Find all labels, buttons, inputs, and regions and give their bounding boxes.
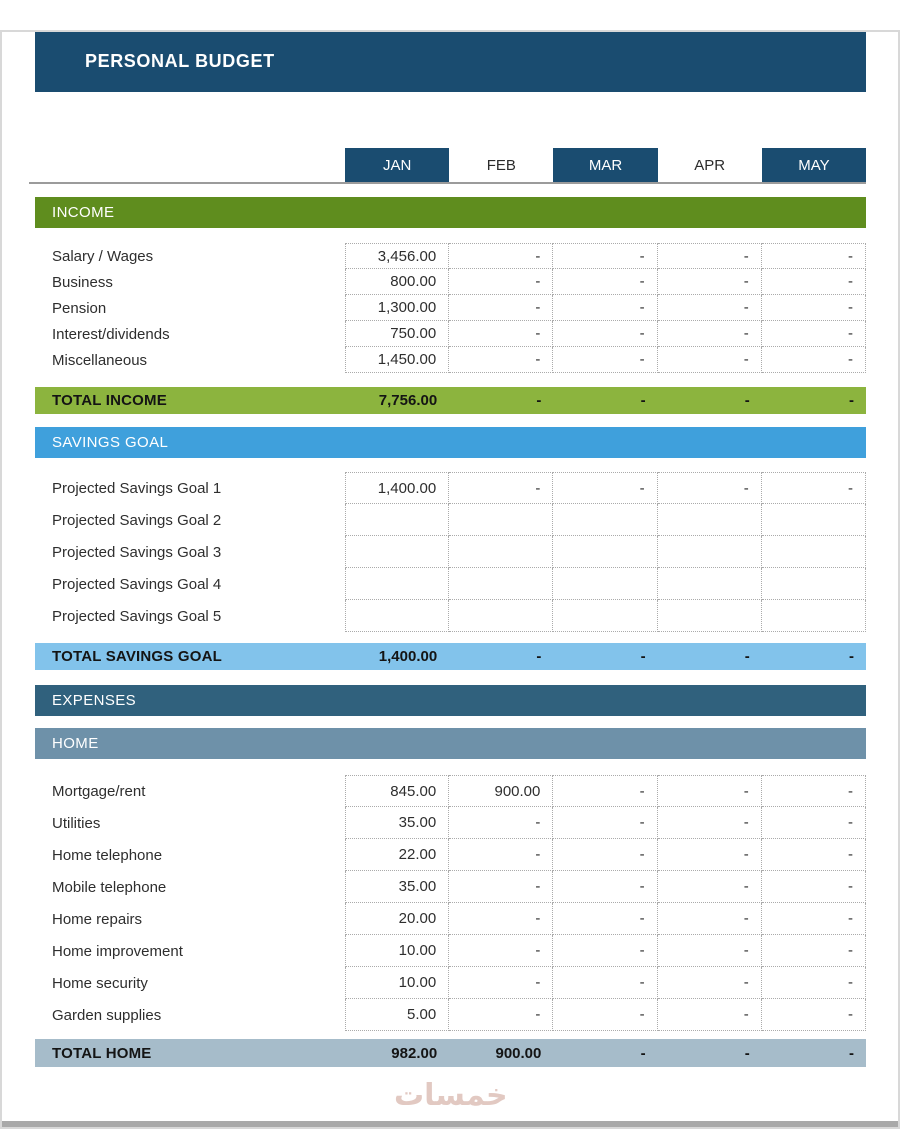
total-income-label: TOTAL INCOME xyxy=(52,392,167,409)
value-cell[interactable]: 800.00 xyxy=(345,269,449,295)
value-cell[interactable]: - xyxy=(449,871,553,903)
value-cell[interactable] xyxy=(345,600,449,632)
row-label-cell[interactable]: Garden supplies xyxy=(52,1006,162,1024)
value-cell[interactable]: - xyxy=(553,807,657,839)
value-cell[interactable] xyxy=(762,568,866,600)
budget-row xyxy=(35,935,866,967)
value-cell[interactable]: - xyxy=(553,295,657,321)
value-cell[interactable]: 900.00 xyxy=(449,775,553,807)
value-cell[interactable]: 3,456.00 xyxy=(345,243,449,269)
value-cell[interactable]: 750.00 xyxy=(345,321,449,347)
total-savings-goal-label: TOTAL SAVINGS GOAL xyxy=(52,648,222,665)
value-cell[interactable]: - xyxy=(449,999,553,1031)
value-cell[interactable]: - xyxy=(762,807,866,839)
month-header-row xyxy=(29,148,866,184)
value-cell[interactable]: 845.00 xyxy=(345,775,449,807)
total-home-feb[interactable]: 900.00 xyxy=(495,1044,542,1062)
total-home-label: TOTAL HOME xyxy=(52,1044,152,1062)
row-label-cell[interactable]: Mobile telephone xyxy=(52,878,167,896)
row-label-cell[interactable]: Home improvement xyxy=(52,942,183,960)
value-cell[interactable] xyxy=(762,504,866,536)
value-cell[interactable]: - xyxy=(762,839,866,871)
value-cell[interactable]: - xyxy=(762,871,866,903)
value-cell[interactable]: - xyxy=(762,321,866,347)
value-cell[interactable] xyxy=(762,600,866,632)
value-cell[interactable]: - xyxy=(762,347,866,373)
value-cell[interactable]: 20.00 xyxy=(345,903,449,935)
month-header-apr[interactable]: APR xyxy=(694,156,726,174)
value-cell[interactable]: - xyxy=(762,472,866,504)
value-cell[interactable]: - xyxy=(658,935,762,967)
value-cell[interactable]: - xyxy=(553,347,657,373)
row-label-cell[interactable]: Pension xyxy=(52,299,107,317)
total-income-mar[interactable]: - xyxy=(640,392,646,409)
income-rows xyxy=(35,243,866,373)
total-income-row xyxy=(35,387,866,414)
value-cell[interactable]: 1,400.00 xyxy=(345,472,449,504)
value-cell[interactable]: - xyxy=(449,935,553,967)
value-cell[interactable]: - xyxy=(658,807,762,839)
row-label-cell[interactable]: Mortgage/rent xyxy=(52,782,146,800)
value-cell[interactable]: - xyxy=(553,903,657,935)
row-label-cell[interactable]: Projected Savings Goal 3 xyxy=(52,543,222,561)
total-savings-apr[interactable]: - xyxy=(744,648,750,665)
value-cell[interactable]: - xyxy=(762,775,866,807)
value-cell[interactable]: - xyxy=(658,775,762,807)
value-cell[interactable]: 35.00 xyxy=(345,871,449,903)
row-label-cell[interactable]: Projected Savings Goal 1 xyxy=(52,479,222,497)
value-cell[interactable]: - xyxy=(762,295,866,321)
total-savings-goal-row xyxy=(35,643,866,670)
budget-row xyxy=(35,568,866,600)
title-bar xyxy=(35,30,866,92)
value-cell[interactable] xyxy=(762,536,866,568)
value-cell[interactable]: - xyxy=(658,321,762,347)
value-cell[interactable]: - xyxy=(553,967,657,999)
value-cell[interactable]: 35.00 xyxy=(345,807,449,839)
value-cell[interactable]: - xyxy=(762,243,866,269)
value-cell[interactable]: - xyxy=(449,295,553,321)
value-cell[interactable]: - xyxy=(553,243,657,269)
month-header-may[interactable]: MAY xyxy=(762,148,866,182)
value-cell[interactable]: - xyxy=(762,269,866,295)
total-home-may[interactable]: - xyxy=(848,1044,854,1062)
row-label-cell[interactable]: Projected Savings Goal 4 xyxy=(52,575,222,593)
value-cell[interactable]: - xyxy=(449,243,553,269)
value-cell[interactable] xyxy=(345,536,449,568)
budget-row xyxy=(35,269,866,295)
total-home-apr[interactable]: - xyxy=(744,1044,750,1062)
value-cell[interactable]: - xyxy=(658,269,762,295)
budget-row xyxy=(35,600,866,632)
home-section-header xyxy=(35,728,866,759)
value-cell[interactable] xyxy=(345,504,449,536)
row-label-cell[interactable]: Home telephone xyxy=(52,846,163,864)
value-cell[interactable]: - xyxy=(553,871,657,903)
value-cell[interactable]: - xyxy=(658,903,762,935)
row-label-cell[interactable]: Salary / Wages xyxy=(52,247,154,265)
value-cell[interactable]: - xyxy=(553,269,657,295)
budget-row xyxy=(35,295,866,321)
budget-row xyxy=(35,967,866,999)
savings-goal-section-header xyxy=(35,427,866,458)
value-cell[interactable] xyxy=(553,504,657,536)
budget-row xyxy=(35,999,866,1031)
home-section-label: HOME xyxy=(52,735,99,752)
page-title: PERSONAL BUDGET xyxy=(85,50,275,71)
expenses-section-label: EXPENSES xyxy=(52,692,137,709)
row-label-cell[interactable]: Utilities xyxy=(52,814,101,832)
month-header-mar[interactable]: MAR xyxy=(553,148,657,182)
value-cell[interactable]: 5.00 xyxy=(345,999,449,1031)
total-home-row xyxy=(35,1039,866,1067)
watermark: خمسات xyxy=(394,1078,508,1113)
value-cell[interactable] xyxy=(449,536,553,568)
value-cell[interactable]: - xyxy=(658,839,762,871)
budget-row xyxy=(35,536,866,568)
value-cell[interactable] xyxy=(449,568,553,600)
value-cell[interactable] xyxy=(658,536,762,568)
month-header-feb[interactable]: FEB xyxy=(486,156,516,174)
total-home-mar[interactable]: - xyxy=(640,1044,646,1062)
value-cell[interactable]: 1,450.00 xyxy=(345,347,449,373)
value-cell[interactable]: - xyxy=(449,807,553,839)
budget-row xyxy=(35,321,866,347)
budget-row xyxy=(35,347,866,373)
total-income-feb[interactable]: - xyxy=(536,392,542,409)
value-cell[interactable]: - xyxy=(449,839,553,871)
budget-row xyxy=(35,807,866,839)
value-cell[interactable]: - xyxy=(658,243,762,269)
value-cell[interactable]: - xyxy=(553,775,657,807)
budget-row xyxy=(35,903,866,935)
row-label-cell[interactable]: Home security xyxy=(52,974,148,992)
income-section-label: INCOME xyxy=(52,204,115,221)
value-cell[interactable] xyxy=(658,504,762,536)
total-savings-jan[interactable]: 1,400.00 xyxy=(378,648,438,665)
value-cell[interactable]: - xyxy=(553,321,657,347)
value-cell[interactable] xyxy=(553,600,657,632)
value-cell[interactable]: - xyxy=(762,903,866,935)
value-cell[interactable]: - xyxy=(449,472,553,504)
total-savings-may[interactable]: - xyxy=(848,648,854,665)
home-rows xyxy=(35,775,866,1031)
value-cell[interactable]: 1,300.00 xyxy=(345,295,449,321)
value-cell[interactable] xyxy=(345,568,449,600)
value-cell[interactable]: - xyxy=(553,839,657,871)
value-cell[interactable] xyxy=(658,568,762,600)
income-section-header xyxy=(35,197,866,228)
budget-row xyxy=(35,839,866,871)
budget-row xyxy=(35,243,866,269)
value-cell[interactable] xyxy=(553,568,657,600)
value-cell[interactable]: - xyxy=(658,347,762,373)
row-label-cell[interactable]: Miscellaneous xyxy=(52,351,148,369)
bottom-gray-band xyxy=(2,1121,898,1127)
row-label-cell[interactable]: Projected Savings Goal 2 xyxy=(52,511,222,529)
value-cell[interactable] xyxy=(553,536,657,568)
total-income-jan[interactable]: 7,756.00 xyxy=(378,392,438,409)
value-cell[interactable]: - xyxy=(658,472,762,504)
value-cell[interactable]: - xyxy=(449,321,553,347)
value-cell[interactable]: 10.00 xyxy=(345,967,449,999)
savings-goal-section-label: SAVINGS GOAL xyxy=(52,434,169,451)
budget-row xyxy=(35,472,866,504)
month-header-jan[interactable]: JAN xyxy=(345,148,449,182)
value-cell[interactable]: 10.00 xyxy=(345,935,449,967)
value-cell[interactable]: - xyxy=(449,967,553,999)
row-label-cell[interactable]: Home repairs xyxy=(52,910,143,928)
total-savings-mar[interactable]: - xyxy=(640,648,646,665)
value-cell[interactable]: - xyxy=(658,295,762,321)
value-cell[interactable]: - xyxy=(449,903,553,935)
value-cell[interactable] xyxy=(449,600,553,632)
row-label-cell[interactable]: Business xyxy=(52,273,113,291)
value-cell[interactable]: - xyxy=(449,269,553,295)
value-cell[interactable]: 22.00 xyxy=(345,839,449,871)
total-income-apr[interactable]: - xyxy=(744,392,750,409)
value-cell[interactable]: - xyxy=(658,999,762,1031)
value-cell[interactable]: - xyxy=(553,999,657,1031)
value-cell[interactable]: - xyxy=(553,935,657,967)
budget-row xyxy=(35,775,866,807)
expenses-section-header xyxy=(35,685,866,716)
total-income-may[interactable]: - xyxy=(848,392,854,409)
value-cell[interactable] xyxy=(449,504,553,536)
value-cell[interactable]: - xyxy=(553,472,657,504)
value-cell[interactable]: - xyxy=(762,967,866,999)
value-cell[interactable]: - xyxy=(762,935,866,967)
value-cell[interactable] xyxy=(658,600,762,632)
total-savings-feb[interactable]: - xyxy=(536,648,542,665)
savings-goal-rows xyxy=(35,472,866,632)
row-label-cell[interactable]: Projected Savings Goal 5 xyxy=(52,607,222,625)
value-cell[interactable]: - xyxy=(658,967,762,999)
value-cell[interactable]: - xyxy=(449,347,553,373)
row-label-cell[interactable]: Interest/dividends xyxy=(52,325,170,343)
budget-row xyxy=(35,504,866,536)
budget-row xyxy=(35,871,866,903)
value-cell[interactable]: - xyxy=(762,999,866,1031)
value-cell[interactable]: - xyxy=(658,871,762,903)
total-home-jan[interactable]: 982.00 xyxy=(391,1044,438,1062)
